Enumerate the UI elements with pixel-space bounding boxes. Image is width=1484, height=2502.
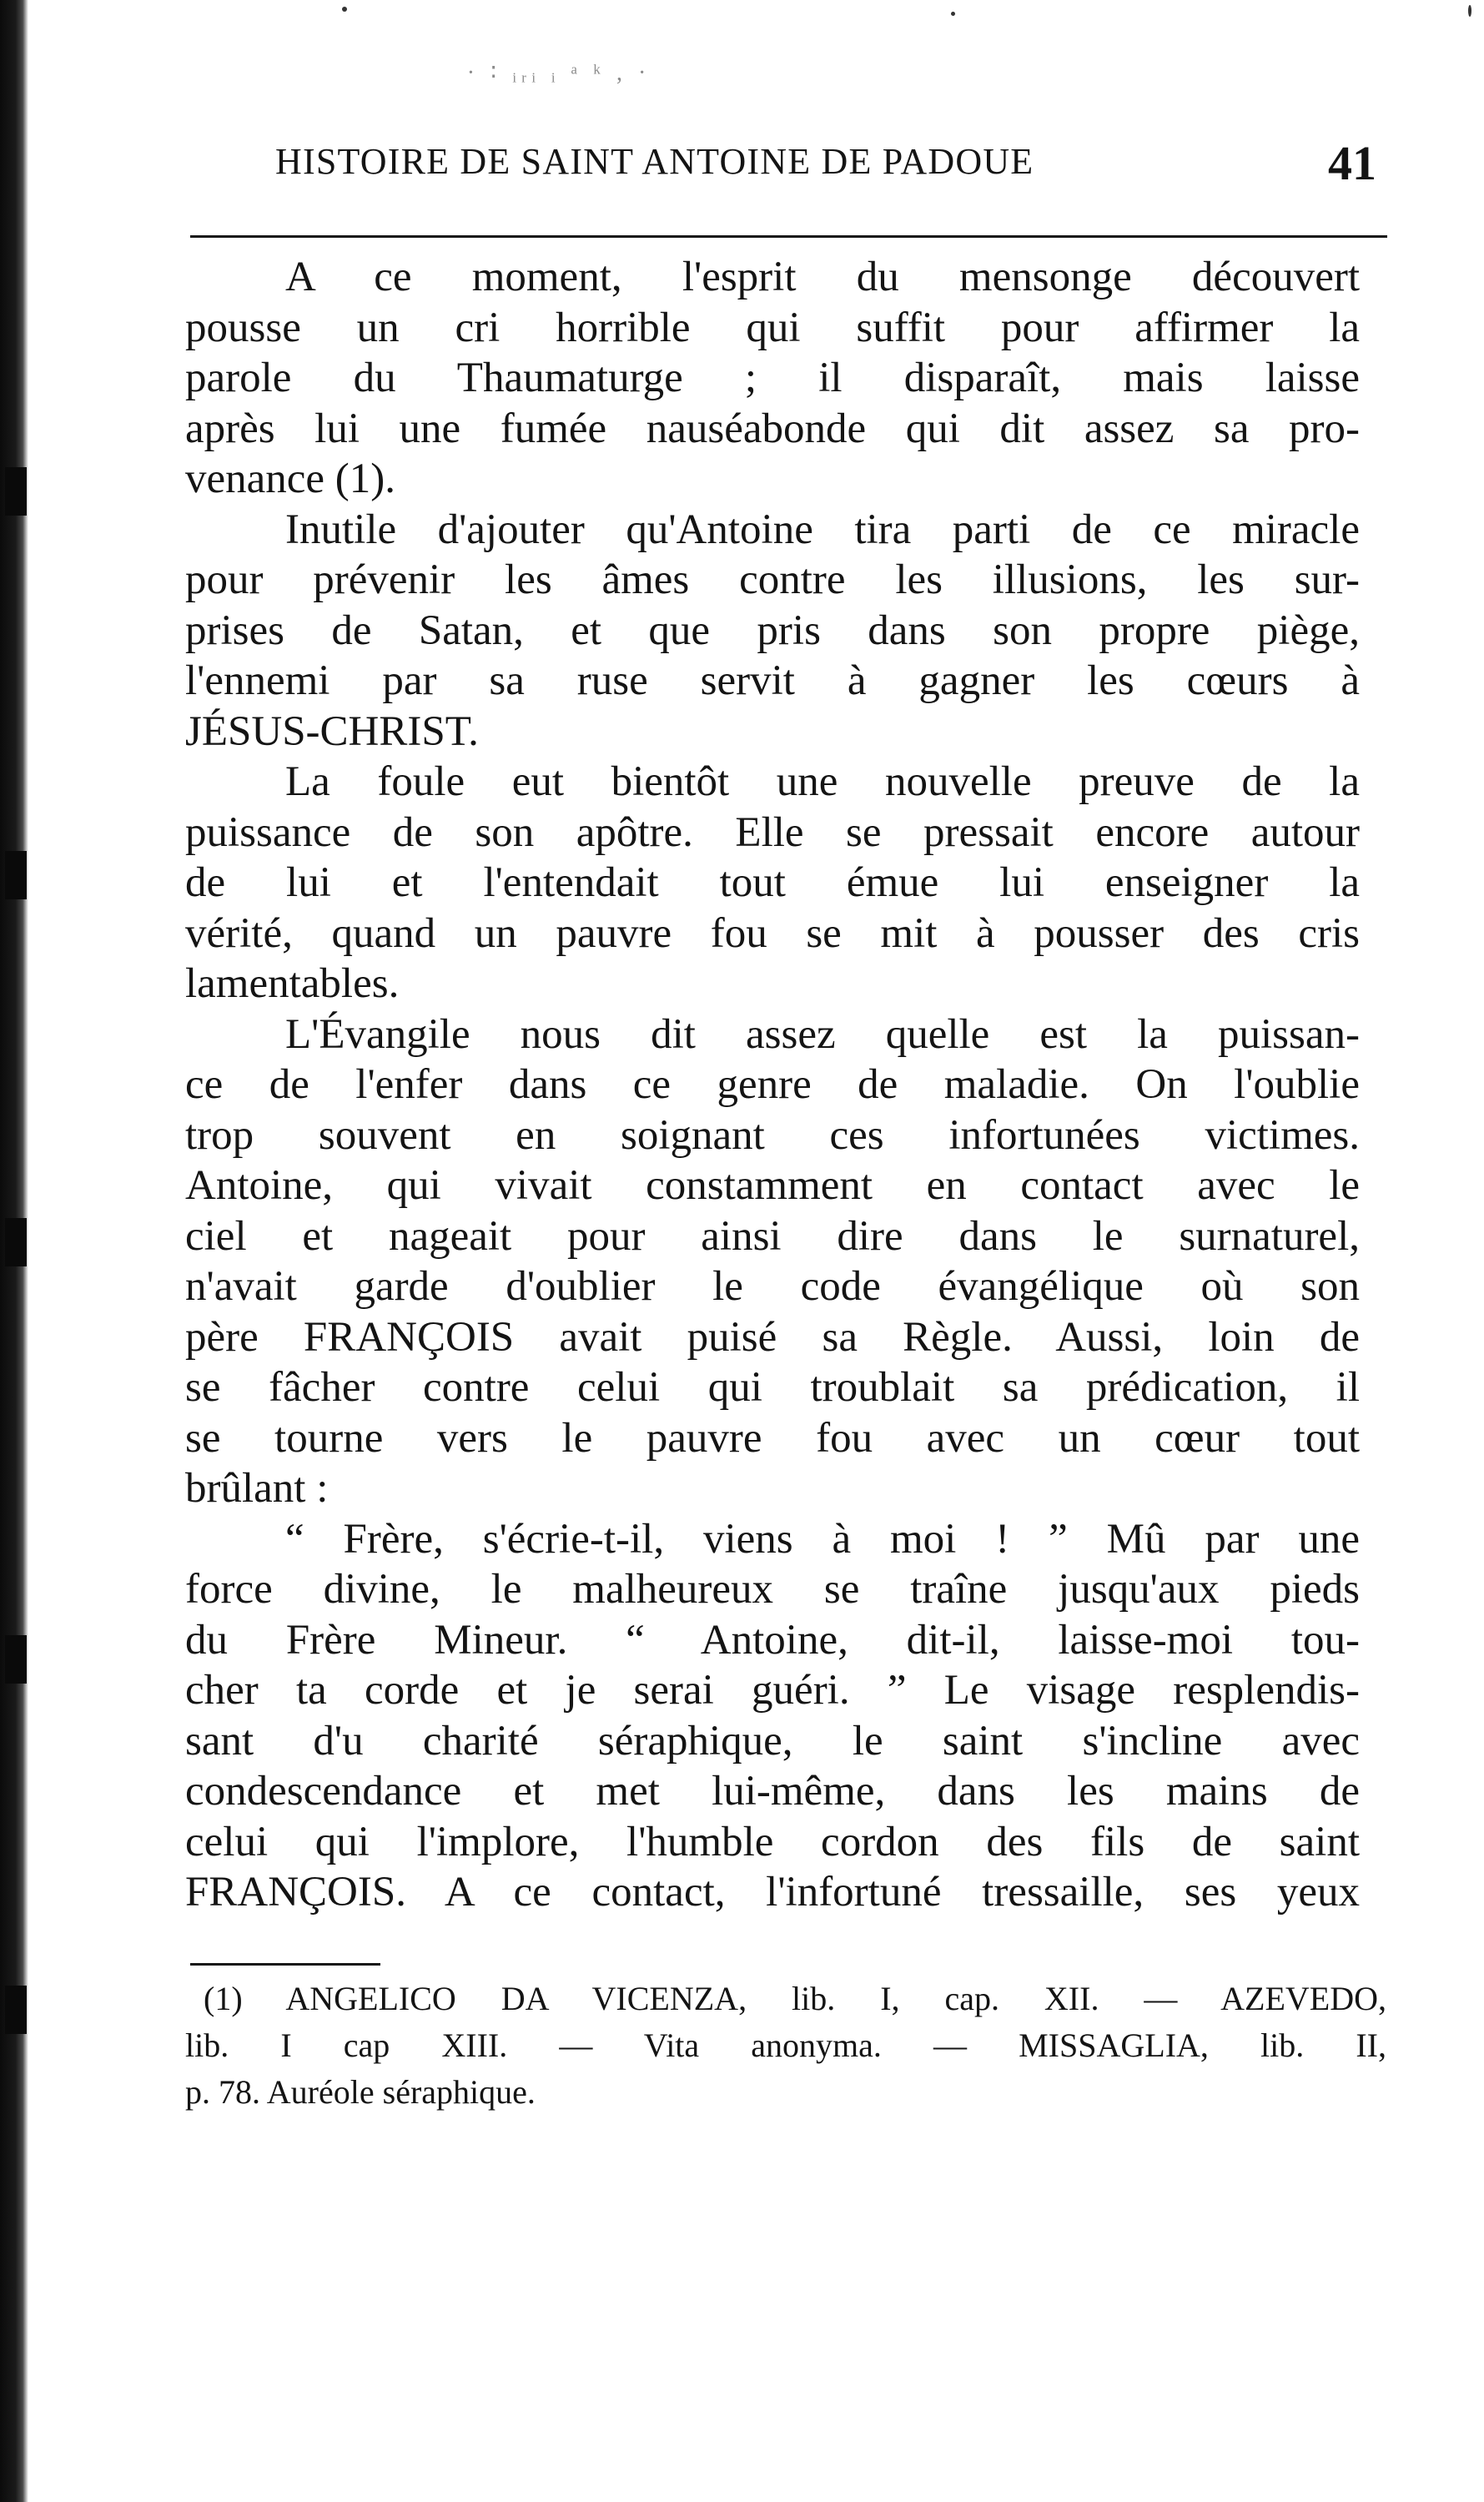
- body-text: [185, 252, 1360, 1918]
- spine-mark: [5, 467, 27, 516]
- text-line: Antoine, qui vivait constamment en contact avec le: [185, 1162, 1360, 1209]
- text-line: cher ta corde et je serai guéri. ” Le visage resplendis-: [185, 1667, 1360, 1714]
- text-line: puissance de son apôtre. Elle se pressait encore autour: [185, 808, 1360, 856]
- text-line: prises de Satan, et que pris dans son propre piège,: [185, 607, 1360, 654]
- footnotes: [185, 1976, 1386, 2116]
- text-line: père FRANÇOIS avait puisé sa Règle. Aussi, loin de: [185, 1313, 1360, 1361]
- text-line: FRANÇOIS. A ce contact, l'infortuné tressaille, ses yeux: [185, 1869, 1360, 1916]
- text-line: sant d'u charité séraphique, le saint s'incline avec: [185, 1717, 1360, 1764]
- header-rule: [190, 235, 1387, 238]
- text-line: ce de l'enfer dans ce genre de maladie. On l'oublie: [185, 1061, 1360, 1108]
- spine-mark: [5, 1218, 27, 1266]
- text-line: ciel et nageait pour ainsi dire dans le surnaturel,: [185, 1212, 1360, 1260]
- book-spine-edge: [0, 0, 28, 2502]
- paper-speck: [342, 7, 347, 12]
- text-line: du Frère Mineur. “ Antoine, dit-il, laisse-moi tou-: [185, 1616, 1360, 1664]
- footnote-rule: [190, 1963, 380, 1966]
- text-line: pour prévenir les âmes contre les illusions, les sur-: [185, 556, 1360, 603]
- faint-stamp-mark: · ∶ ᵢᵣᵢ ᵢ ᵃ ᵏ , ·: [466, 60, 651, 86]
- text-line: JÉSUS-CHRIST.: [185, 707, 479, 755]
- text-line: celui qui l'implore, l'humble cordon des fils de saint: [185, 1818, 1360, 1865]
- spine-mark: [5, 851, 27, 899]
- footnote-line: p. 78. Auréole séraphique.: [185, 2073, 536, 2111]
- text-line: vérité, quand un pauvre fou se mit à pousser des cris: [185, 909, 1360, 957]
- text-line: condescendance et met lui-même, dans les mains de: [185, 1768, 1360, 1815]
- text-line: parole du Thaumaturge ; il disparaît, mais laisse: [185, 355, 1360, 401]
- text-line: force divine, le malheureux se traîne jusqu'aux pieds: [185, 1566, 1360, 1613]
- text-line: se tourne vers le pauvre fou avec un cœur tout: [185, 1414, 1360, 1462]
- paper-speck: [1468, 5, 1471, 17]
- text-line: se fâcher contre celui qui troublait sa prédication, il: [185, 1364, 1360, 1411]
- running-header: [275, 136, 1376, 190]
- text-line: trop souvent en soignant ces infortunées victimes.: [185, 1111, 1360, 1159]
- footnote-line: (1) ANGELICO DA VICENZA, lib. I, cap. XII. — AZEVEDO,: [204, 1980, 1386, 2017]
- spine-mark: [5, 1986, 27, 2034]
- text-line: l'ennemi par sa ruse servit à gagner les cœurs à: [185, 657, 1360, 704]
- text-line: Inutile d'ajouter qu'Antoine tira parti de ce miracle: [285, 506, 1360, 553]
- text-line: brûlant :: [185, 1465, 329, 1512]
- spine-mark: [5, 1635, 27, 1684]
- text-line: n'avait garde d'oublier le code évangélique où son: [185, 1263, 1360, 1310]
- text-line: “ Frère, s'écrie-t-il, viens à moi ! ” Mû par une: [285, 1515, 1360, 1563]
- footnote-line: lib. I cap XIII. — Vita anonyma. — MISSAGLIA, lib. II,: [185, 2026, 1386, 2064]
- text-line: A ce moment, l'esprit du mensonge découvert: [285, 254, 1360, 300]
- page-number: 41: [1328, 136, 1376, 190]
- text-line: venance (1).: [185, 456, 396, 502]
- text-line: pousse un cri horrible qui suffit pour affirmer la: [185, 304, 1360, 351]
- text-line: lamentables.: [185, 960, 400, 1007]
- running-header-title: HISTOIRE DE SAINT ANTOINE DE PADOUE: [275, 141, 1034, 182]
- text-line: de lui et l'entendait tout émue lui enseigner la: [185, 859, 1360, 906]
- text-line: L'Évangile nous dit assez quelle est la puissan-: [285, 1010, 1360, 1058]
- text-line: La foule eut bientôt une nouvelle preuve de la: [285, 758, 1360, 805]
- paper-speck: [951, 12, 955, 16]
- text-line: après lui une fumée nauséabonde qui dit assez sa pro-: [185, 405, 1360, 452]
